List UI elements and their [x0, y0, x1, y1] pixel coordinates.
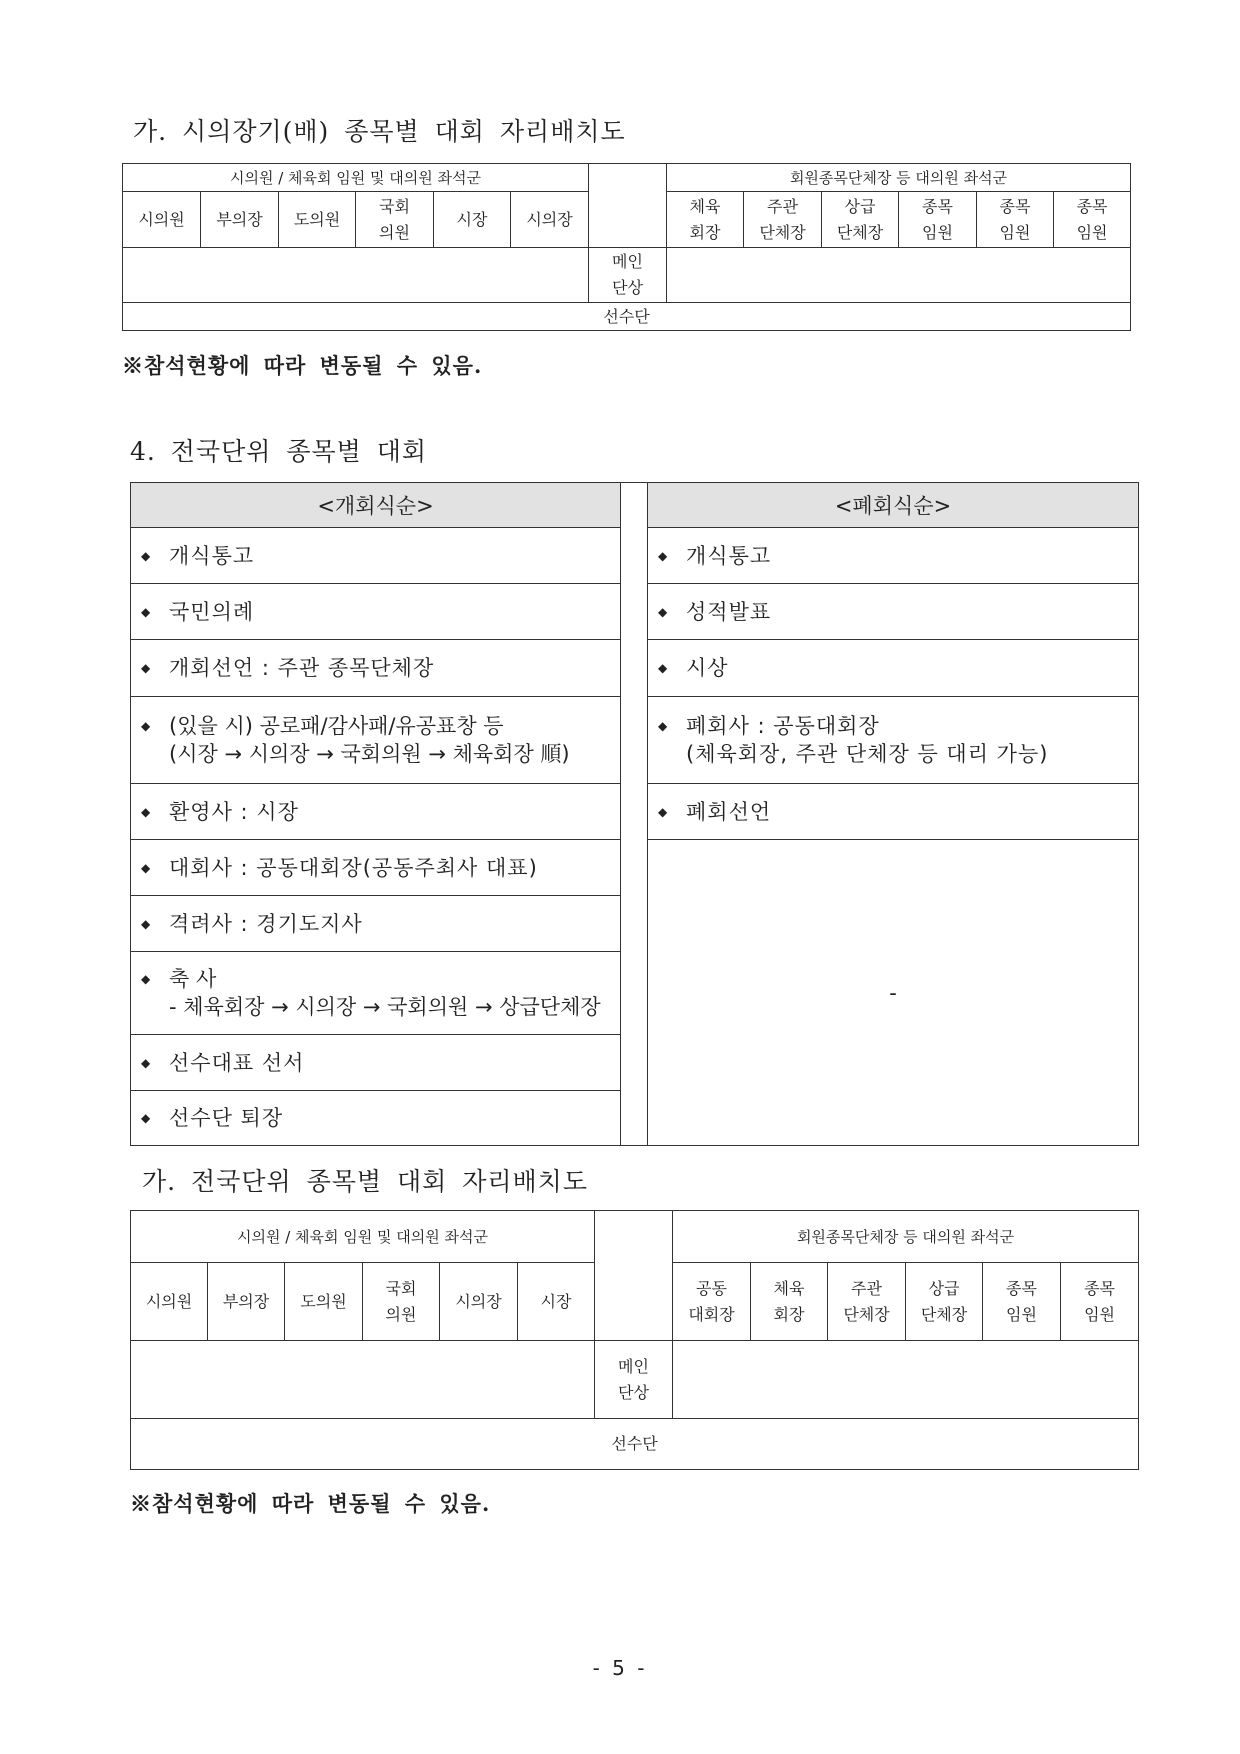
bullet-icon: ◆	[141, 719, 151, 733]
seat-right: 상급 단체장	[906, 1263, 983, 1341]
bullet-icon: ◆	[658, 719, 668, 733]
closing-empty-area: -	[648, 840, 1139, 1146]
right-seat-area	[667, 248, 1131, 303]
athletes-area: 선수단	[123, 303, 1131, 331]
seat-left: 시장	[434, 192, 511, 248]
seat-left: 시의원	[123, 192, 201, 248]
seat-left: 부의장	[201, 192, 279, 248]
opening-item: ◆ (있을 시) 공로패/감사패/유공표창 등 (시장 → 시의장 → 국회의원 → 체육회장 順)	[131, 697, 621, 784]
seat-left: 국회 의원	[356, 192, 434, 248]
seat-right: 공동 대회장	[673, 1263, 751, 1341]
section1-title: 가. 시의장기(배) 종목별 대회 자리배치도	[133, 117, 626, 146]
bullet-icon: ◆	[658, 804, 668, 819]
seat-left: 시장	[518, 1263, 595, 1341]
left-seat-area	[131, 1341, 595, 1419]
opening-item: ◆ 개식통고	[131, 528, 621, 584]
seat-right: 종목 임원	[977, 192, 1054, 248]
seat-right: 체육 회장	[667, 192, 744, 248]
closing-item: ◆ 개식통고	[648, 528, 1139, 584]
seat-left: 시의장	[511, 192, 589, 248]
seat-right: 주관 단체장	[744, 192, 822, 248]
bullet-icon: ◆	[141, 860, 151, 875]
opening-item: ◆ 국민의례	[131, 584, 621, 640]
opening-item: ◆ 개회선언 : 주관 종목단체장	[131, 640, 621, 697]
seating-table-1	[122, 163, 1131, 331]
left-seat-area	[123, 248, 589, 303]
athletes-area: 선수단	[131, 1419, 1139, 1470]
section2-title: 4. 전국단위 종목별 대회	[130, 437, 428, 466]
stage-top-spacer	[595, 1211, 673, 1341]
bullet-icon: ◆	[141, 804, 151, 819]
right-seat-group-label: 회원종목단체장 등 대의원 좌석군	[673, 1211, 1139, 1263]
bullet-icon: ◆	[658, 661, 668, 675]
seat-left: 국회 의원	[363, 1263, 440, 1341]
seat-right: 주관 단체장	[828, 1263, 906, 1341]
opening-item: ◆ 환영사 : 시장	[131, 784, 621, 840]
bullet-icon: ◆	[141, 916, 151, 931]
section3-title: 가. 전국단위 종목별 대회 자리배치도	[142, 1167, 588, 1196]
opening-item: ◆ 선수대표 선서	[131, 1035, 621, 1091]
bullet-icon: ◆	[658, 604, 668, 619]
seat-left: 시의장	[440, 1263, 518, 1341]
right-seat-group-label: 회원종목단체장 등 대의원 좌석군	[667, 164, 1131, 192]
opening-ceremony-header: <개회식순>	[131, 483, 621, 528]
seat-left: 시의원	[131, 1263, 208, 1341]
page-number: - 5 -	[592, 1656, 648, 1680]
closing-item: ◆ 폐회사 : 공동대회장 (체육회장, 주관 단체장 등 대리 가능)	[648, 697, 1139, 784]
opening-item: ◆ 대회사 : 공동대회장(공동주최사 대표)	[131, 840, 621, 896]
bullet-icon: ◆	[141, 604, 151, 619]
main-stage: 메인 단상	[595, 1341, 673, 1419]
closing-item: ◆ 폐회선언	[648, 784, 1139, 840]
main-stage: 메인 단상	[589, 248, 667, 303]
seat-right: 종목 임원	[899, 192, 977, 248]
table-gap	[621, 483, 648, 1146]
bullet-icon: ◆	[658, 548, 668, 563]
opening-item: ◆ 축 사 - 체육회장 → 시의장 → 국회의원 → 상급단체장	[131, 952, 621, 1035]
left-seat-group-label: 시의원 / 체육회 임원 및 대의원 좌석군	[123, 164, 589, 192]
closing-item: ◆ 시상	[648, 640, 1139, 697]
bullet-icon: ◆	[141, 1111, 151, 1125]
seat-left: 부의장	[208, 1263, 285, 1341]
bullet-icon: ◆	[141, 1055, 151, 1070]
seat-right: 상급 단체장	[822, 192, 899, 248]
seat-right: 종목 임원	[1061, 1263, 1139, 1341]
ceremony-order-table	[130, 482, 1139, 1146]
seat-left: 도의원	[285, 1263, 363, 1341]
notice-text: ※참석현황에 따라 변동될 수 있음.	[122, 353, 483, 378]
seat-right: 종목 임원	[983, 1263, 1061, 1341]
seat-left: 도의원	[279, 192, 356, 248]
seating-table-2	[130, 1210, 1139, 1470]
closing-item: ◆ 성적발표	[648, 584, 1139, 640]
notice-text: ※참석현황에 따라 변동될 수 있음.	[130, 1491, 491, 1516]
stage-top-spacer	[589, 164, 667, 248]
right-seat-area	[673, 1341, 1139, 1419]
opening-item: ◆ 선수단 퇴장	[131, 1091, 621, 1146]
seat-right: 종목 임원	[1054, 192, 1131, 248]
seat-right: 체육 회장	[751, 1263, 828, 1341]
opening-item: ◆ 격려사 : 경기도지사	[131, 896, 621, 952]
bullet-icon: ◆	[141, 661, 151, 675]
bullet-icon: ◆	[141, 548, 151, 563]
bullet-icon: ◆	[141, 972, 151, 986]
left-seat-group-label: 시의원 / 체육회 임원 및 대의원 좌석군	[131, 1211, 595, 1263]
closing-ceremony-header: <폐회식순>	[648, 483, 1139, 528]
